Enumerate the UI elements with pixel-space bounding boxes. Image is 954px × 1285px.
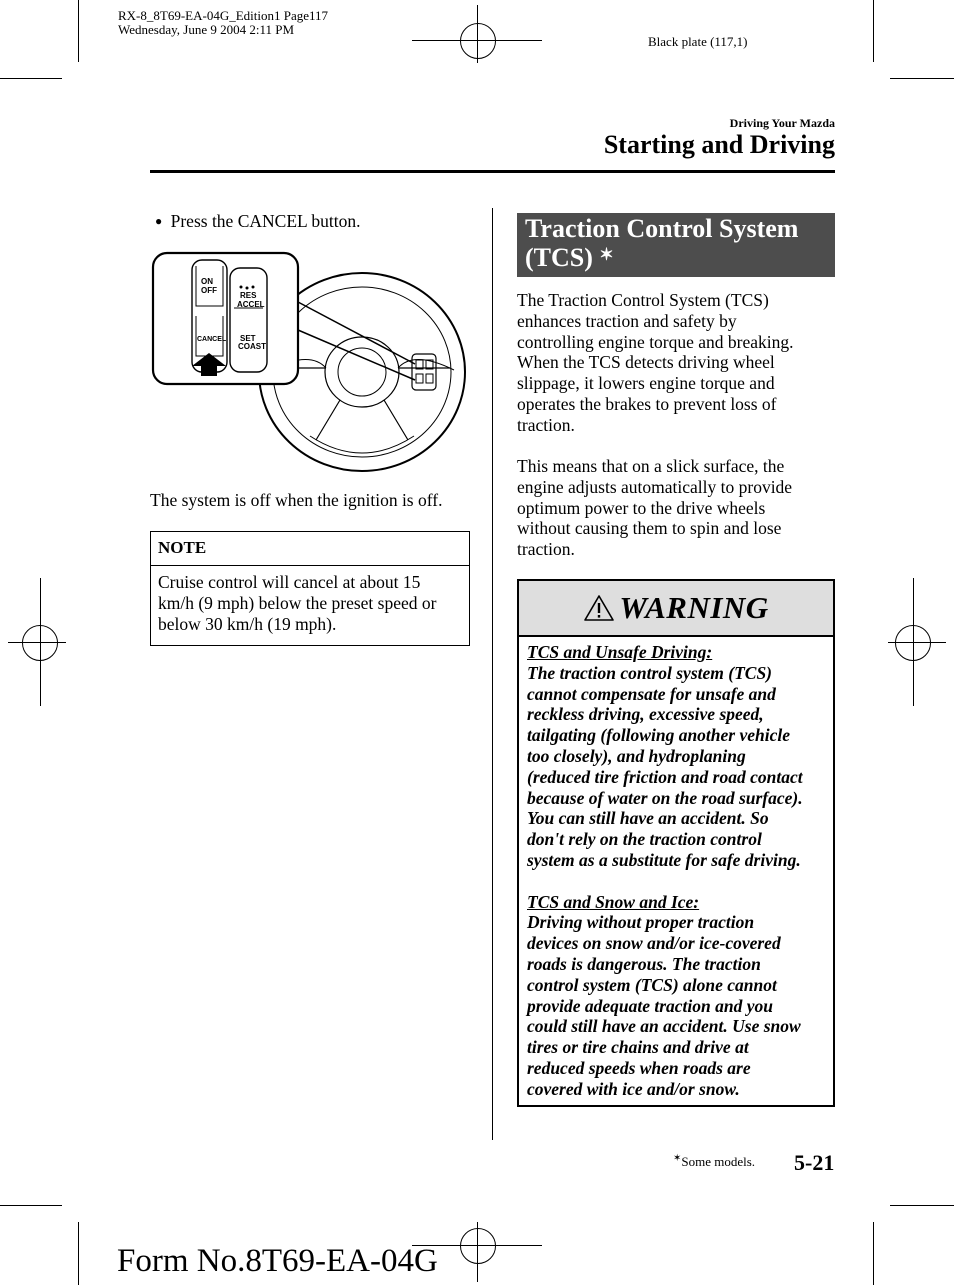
footnote [673, 1153, 755, 1170]
page-title: Starting and Driving [603, 130, 835, 159]
text-line: control system (TCS) alone cannot [527, 974, 777, 995]
print-meta-line1: RX-8_8T69-EA-04G_Edition1 Page117 [118, 8, 329, 23]
system-off-text: The system is off when the ignition is off. [150, 490, 443, 510]
text-line: When the TCS detects driving wheel [517, 352, 775, 373]
text-line: slippage, it lowers engine torque and [517, 373, 775, 394]
form-number: Form No.8T69-EA-04G [117, 1243, 438, 1279]
text-line: This means that on a slick surface, the [517, 456, 785, 476]
tcs-paragraph-1 [517, 290, 794, 436]
text-line: without causing them to spin and lose [517, 518, 782, 539]
tcs-heading-line2: (TCS) [525, 243, 593, 272]
text-line: reckless driving, excessive speed, [527, 704, 764, 725]
warning-triangle-icon [583, 594, 615, 622]
warning-header [519, 581, 833, 637]
note-line: Cruise control will cancel at about 15 [158, 572, 421, 592]
text-line: traction. [517, 539, 575, 560]
text-line: reduced speeds when roads are [527, 1057, 751, 1078]
header-rule [150, 170, 835, 173]
section-label: Driving Your Mazda [729, 116, 835, 130]
coast-label: COAST [238, 342, 266, 351]
text-line: controlling engine torque and breaking. [517, 331, 794, 352]
text-line: too closely), and hydroplaning [527, 745, 746, 766]
warning-subheading-snow: TCS and Snow and Ice: [527, 891, 700, 912]
text-line: operates the brakes to prevent loss of [517, 393, 777, 414]
tcs-heading-line1: Traction Control System [525, 214, 799, 243]
text-line: The Traction Control System (TCS) [517, 290, 769, 310]
text-line: enhances traction and safety by [517, 310, 737, 331]
accel-label: ACCEL [237, 300, 265, 309]
tcs-heading [517, 213, 835, 277]
text-line: (reduced tire friction and road contact [527, 766, 803, 787]
warning-subheading-unsafe: TCS and Unsafe Driving: [527, 642, 713, 662]
text-line: engine adjusts automatically to provide [517, 476, 793, 497]
cruise-switch-figure [150, 250, 470, 475]
bullet-text: Press the CANCEL button. [170, 211, 361, 231]
warning-box [517, 579, 835, 1107]
text-line: provide adequate traction and you [527, 995, 773, 1016]
cancel-label: CANCEL [197, 336, 227, 343]
text-line: covered with ice and/or snow. [527, 1078, 740, 1099]
print-meta [118, 9, 328, 37]
bullet-item [155, 211, 361, 232]
text-line: traction. [517, 414, 575, 435]
text-line: because of water on the road surface). [527, 787, 803, 808]
print-meta-line2: Wednesday, June 9 2004 2:11 PM [118, 22, 295, 37]
text-line: Driving without proper traction [527, 912, 755, 933]
note-line: below 30 km/h (19 mph). [158, 613, 337, 634]
star-icon: ✶ [599, 245, 614, 264]
res-label: RES [240, 291, 257, 300]
text-line: devices on snow and/or ice-covered [527, 933, 781, 954]
on-label: ON [201, 277, 213, 286]
text-line: system as a substitute for safe driving. [527, 849, 801, 870]
text-line: optimum power to the drive wheels [517, 497, 766, 518]
text-line: You can still have an accident. So [527, 808, 769, 829]
note-line: km/h (9 mph) below the preset speed or [158, 592, 437, 613]
off-label: OFF [201, 286, 217, 295]
plate-label: Black plate (117,1) [648, 34, 748, 49]
text-line: roads is dangerous. The traction [527, 953, 761, 974]
bullet-dot: ● [155, 214, 163, 228]
warning-body [519, 637, 833, 1108]
text-line: The traction control system (TCS) [527, 662, 772, 683]
some-models-text: Some models. [681, 1154, 756, 1169]
text-line: could still have an accident. Use snow [527, 1016, 801, 1037]
page-number: 5-21 [794, 1150, 835, 1175]
set-label: SET [240, 334, 256, 343]
column-divider [492, 208, 493, 1140]
text-line: tires or tire chains and drive at [527, 1037, 749, 1058]
note-box [150, 531, 470, 646]
text-line: tailgating (following another vehicle [527, 725, 790, 746]
tcs-paragraph-2 [517, 456, 792, 560]
note-title: NOTE [151, 532, 469, 566]
text-line: don't rely on the traction control [527, 829, 762, 850]
text-line: cannot compensate for unsafe and [527, 683, 776, 704]
note-text [151, 566, 469, 634]
star-icon: ✶ [673, 1153, 682, 1164]
warning-title: WARNING [619, 590, 769, 625]
